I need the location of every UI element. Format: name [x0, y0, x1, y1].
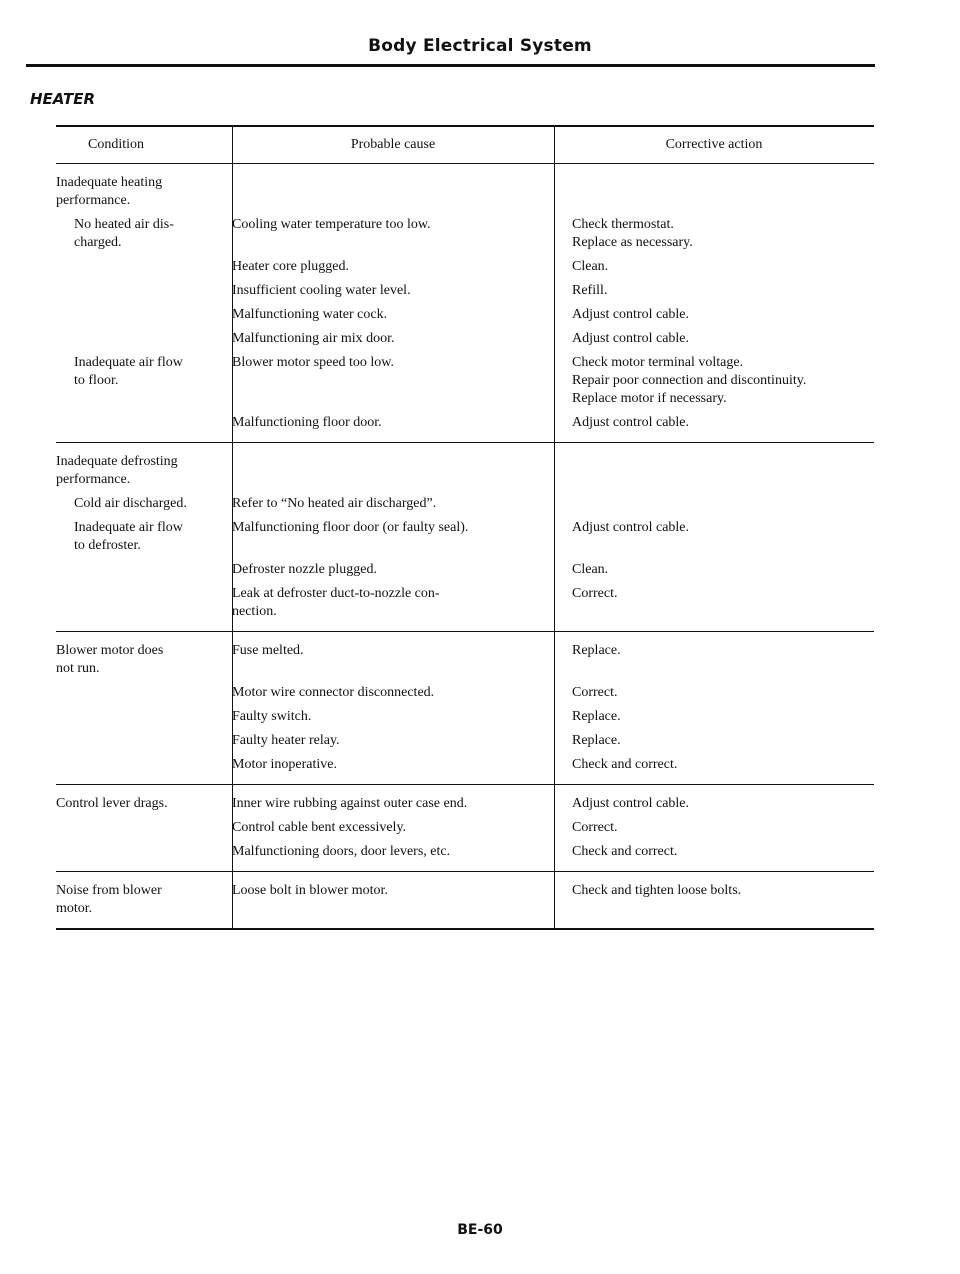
- table-row: [56, 330, 874, 348]
- probable-cause-cell: Blower motor speed too low.: [232, 355, 395, 370]
- header-condition: Condition: [87, 137, 144, 152]
- corrective-action-cell: Check motor terminal voltage. Repair poor connection and discontinuity. Replace motor if necessary.: [572, 355, 807, 406]
- header-rule: [26, 64, 875, 67]
- table-header-row: [56, 127, 874, 163]
- probable-cause-cell: Malfunctioning floor door.: [232, 415, 382, 430]
- corrective-action-cell: Adjust control cable.: [572, 520, 690, 535]
- page-header-title: Body Electrical System: [368, 36, 592, 56]
- table-row: [56, 843, 874, 861]
- condition-cell: No heated air dis- charged.: [74, 217, 174, 250]
- table-group: [56, 443, 874, 631]
- corrective-action-cell: Clean.: [572, 259, 609, 274]
- table-row: [56, 882, 874, 918]
- section-title: HEATER: [30, 90, 96, 108]
- condition-cell: Inadequate air flow to floor.: [74, 355, 183, 388]
- condition-cell: Control lever drags.: [56, 796, 168, 811]
- table-row: [56, 642, 874, 678]
- probable-cause-cell: Refer to “No heated air discharged”.: [232, 496, 437, 511]
- table-row: [56, 684, 874, 702]
- corrective-action-cell: Adjust control cable.: [572, 307, 690, 322]
- condition-cell: Inadequate air flow to defroster.: [74, 520, 183, 553]
- condition-cell: Cold air discharged.: [74, 496, 187, 511]
- corrective-action-cell: Adjust control cable.: [572, 331, 690, 346]
- condition-cell: Inadequate heating performance.: [56, 175, 163, 208]
- corrective-action-cell: Check and correct.: [572, 757, 678, 772]
- probable-cause-cell: Malfunctioning air mix door.: [232, 331, 395, 346]
- probable-cause-cell: Motor wire connector disconnected.: [232, 685, 435, 700]
- corrective-action-cell: Check thermostat. Replace as necessary.: [572, 217, 693, 250]
- condition-cell: Blower motor does not run.: [56, 643, 164, 676]
- table-group: [56, 872, 874, 928]
- table-group: [56, 632, 874, 784]
- table-row: [56, 585, 874, 621]
- table-group: [56, 785, 874, 871]
- table-row: [56, 453, 874, 489]
- probable-cause-cell: Faulty heater relay.: [232, 733, 340, 748]
- corrective-action-cell: Replace.: [572, 709, 621, 724]
- probable-cause-cell: Leak at defroster duct-to-nozzle con- nection.: [232, 586, 440, 619]
- table-row: [56, 732, 874, 750]
- table-row: [56, 561, 874, 579]
- table-row: [56, 795, 874, 813]
- table-group: [56, 164, 874, 442]
- probable-cause-cell: Faulty switch.: [232, 709, 312, 724]
- table-row: [56, 354, 874, 408]
- corrective-action-cell: Refill.: [572, 283, 608, 298]
- table-row: [56, 519, 874, 555]
- table-row: [56, 708, 874, 726]
- probable-cause-cell: Motor inoperative.: [232, 757, 337, 772]
- corrective-action-cell: Replace.: [572, 643, 621, 658]
- probable-cause-cell: Defroster nozzle plugged.: [232, 562, 377, 577]
- corrective-action-cell: Adjust control cable.: [572, 415, 690, 430]
- troubleshooting-table: [56, 125, 874, 930]
- table-body: [56, 164, 874, 930]
- probable-cause-cell: Control cable bent excessively.: [232, 820, 407, 835]
- table-row: [56, 495, 874, 513]
- header-corrective-action: Corrective action: [665, 137, 763, 152]
- header-probable-cause: Probable cause: [350, 137, 436, 152]
- table-row: [56, 258, 874, 276]
- condition-cell: Noise from blower motor.: [56, 883, 162, 916]
- probable-cause-cell: Malfunctioning water cock.: [232, 307, 388, 322]
- page-number: BE-60: [457, 1222, 503, 1238]
- probable-cause-cell: Heater core plugged.: [232, 259, 349, 274]
- corrective-action-cell: Check and tighten loose bolts.: [572, 883, 742, 898]
- corrective-action-cell: Check and correct.: [572, 844, 678, 859]
- corrective-action-cell: Correct.: [572, 685, 618, 700]
- table-row: [56, 216, 874, 252]
- probable-cause-cell: Fuse melted.: [232, 643, 304, 658]
- probable-cause-cell: Cooling water temperature too low.: [232, 217, 431, 232]
- probable-cause-cell: Loose bolt in blower motor.: [232, 883, 388, 898]
- corrective-action-cell: Clean.: [572, 562, 609, 577]
- table-row: [56, 756, 874, 774]
- condition-cell: Inadequate defrosting performance.: [56, 454, 178, 487]
- probable-cause-cell: Malfunctioning doors, door levers, etc.: [232, 844, 451, 859]
- corrective-action-cell: Correct.: [572, 820, 618, 835]
- table-row: [56, 414, 874, 432]
- corrective-action-cell: Correct.: [572, 586, 618, 601]
- table-row: [56, 306, 874, 324]
- table-row: [56, 282, 874, 300]
- probable-cause-cell: Inner wire rubbing against outer case end.: [232, 796, 468, 811]
- corrective-action-cell: Adjust control cable.: [572, 796, 690, 811]
- probable-cause-cell: Malfunctioning floor door (or faulty seal).: [232, 520, 469, 535]
- probable-cause-cell: Insufficient cooling water level.: [232, 283, 411, 298]
- table-row: [56, 819, 874, 837]
- table-row: [56, 174, 874, 210]
- corrective-action-cell: Replace.: [572, 733, 621, 748]
- group-rule: [56, 928, 874, 930]
